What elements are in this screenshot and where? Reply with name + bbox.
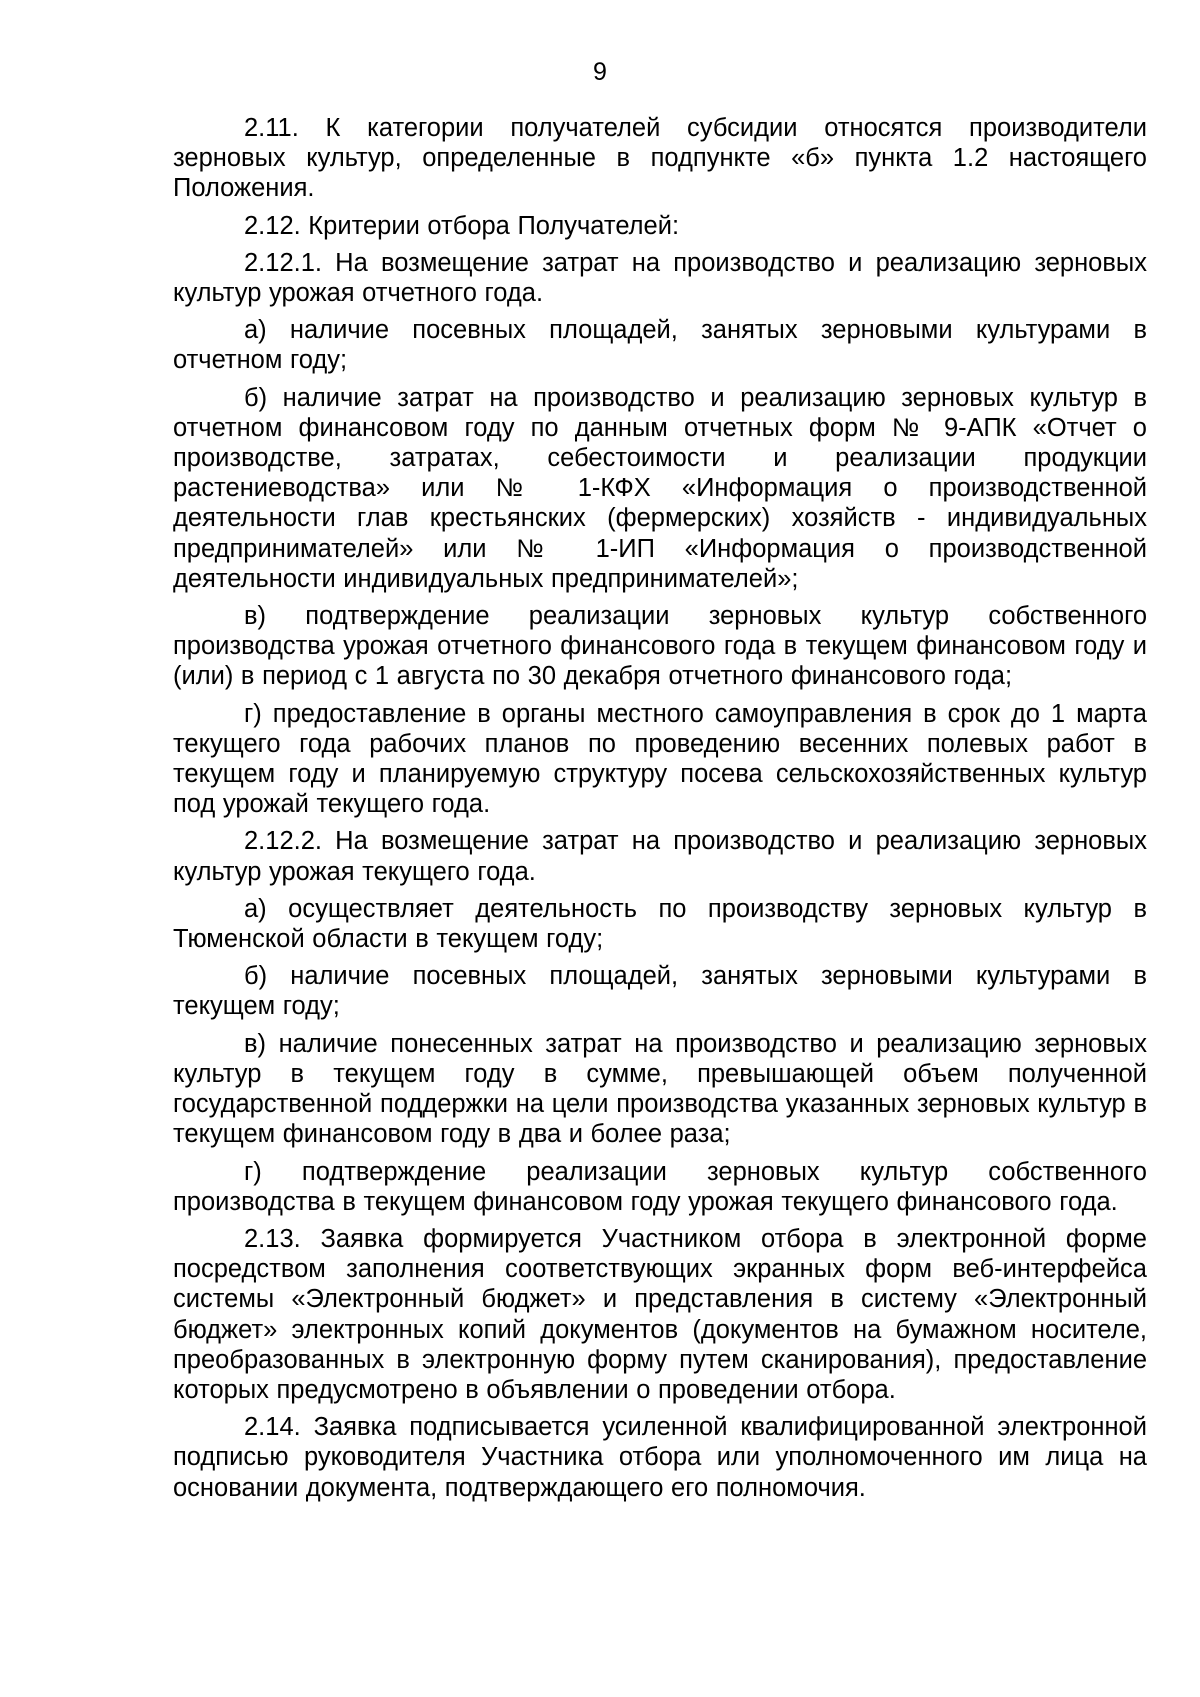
paragraph-2-12-2-g: г) подтверждение реализации зерновых культур собственного производства в текущем финансовом году урожая текущего финансового года. bbox=[173, 1157, 1147, 1216]
paragraph-2-13: 2.13. Заявка формируется Участником отбора в электронной форме посредством заполнения соответствующих экранных форм веб-интерфейса системы «Электронный бюджет» и представления в систему «Электронный бюджет» электронных копий документов (документов на бумажном носителе, преобразованных в электронную форму путем сканирования), предоставление которых предусмотрено в объявлении о проведении отбора. bbox=[173, 1224, 1147, 1404]
paragraph-2-12-1-a: а) наличие посевных площадей, занятых зерновыми культурами в отчетном году; bbox=[173, 316, 1147, 375]
paragraph-2-12-1-b: б) наличие затрат на производство и реализацию зерновых культур в отчетном финансовом году по данным отчетных форм № 9-АПК «Отчет о производстве, затратах, себестоимости и реализации продукции растениеводства» или № 1-КФХ «Информация о производственной деятельности глав крестьянских (фермерских) хозяйств - индивидуальных предпринимателей» или № 1-ИП «Информация о производственной деятельности индивидуальных предпринимателей»; bbox=[173, 383, 1147, 593]
paragraph-2-12-2: 2.12.2. На возмещение затрат на производство и реализацию зерновых культур урожая текущего года. bbox=[173, 827, 1147, 886]
paragraph-2-12-2-b: б) наличие посевных площадей, занятых зерновыми культурами в текущем году; bbox=[173, 962, 1147, 1021]
paragraph-2-12-1: 2.12.1. На возмещение затрат на производство и реализацию зерновых культур урожая отчетного года. bbox=[173, 248, 1147, 308]
paragraph-2-12-1-g: г) предоставление в органы местного самоуправления в срок до 1 марта текущего года рабочих планов по проведению весенних полевых работ в текущем году и планируемую структуру посева сельскохозяйственных культур под урожай текущего года. bbox=[173, 699, 1147, 819]
paragraph-2-11: 2.11. К категории получателей субсидии относятся производители зерновых культур, определенные в подпункте «б» пункта 1.2 настоящего Положения. bbox=[173, 114, 1147, 203]
document-body bbox=[173, 113, 1147, 1510]
paragraph-2-14: 2.14. Заявка подписывается усиленной квалифицированной электронной подписью руководителя Участника отбора или уполномоченного им лица на основании документа, подтверждающего его полномочия. bbox=[173, 1413, 1147, 1502]
paragraph-2-12-2-v: в) наличие понесенных затрат на производство и реализацию зерновых культур в текущем году в сумме, превышающей объем полученной государственной поддержки на цели производства указанных зерновых культур в текущем финансовом году в два и более раза; bbox=[173, 1029, 1147, 1149]
paragraph-2-12-1-v: в) подтверждение реализации зерновых культур собственного производства урожая отчетного финансового года в текущем финансовом году и (или) в период с 1 августа по 30 декабря отчетного финансового года; bbox=[173, 602, 1147, 691]
paragraph-2-12: 2.12. Критерии отбора Получателей: bbox=[244, 211, 680, 240]
page-number: 9 bbox=[593, 58, 607, 86]
paragraph-2-12-2-a: а) осуществляет деятельность по производству зерновых культур в Тюменской области в текущем году; bbox=[173, 894, 1147, 954]
